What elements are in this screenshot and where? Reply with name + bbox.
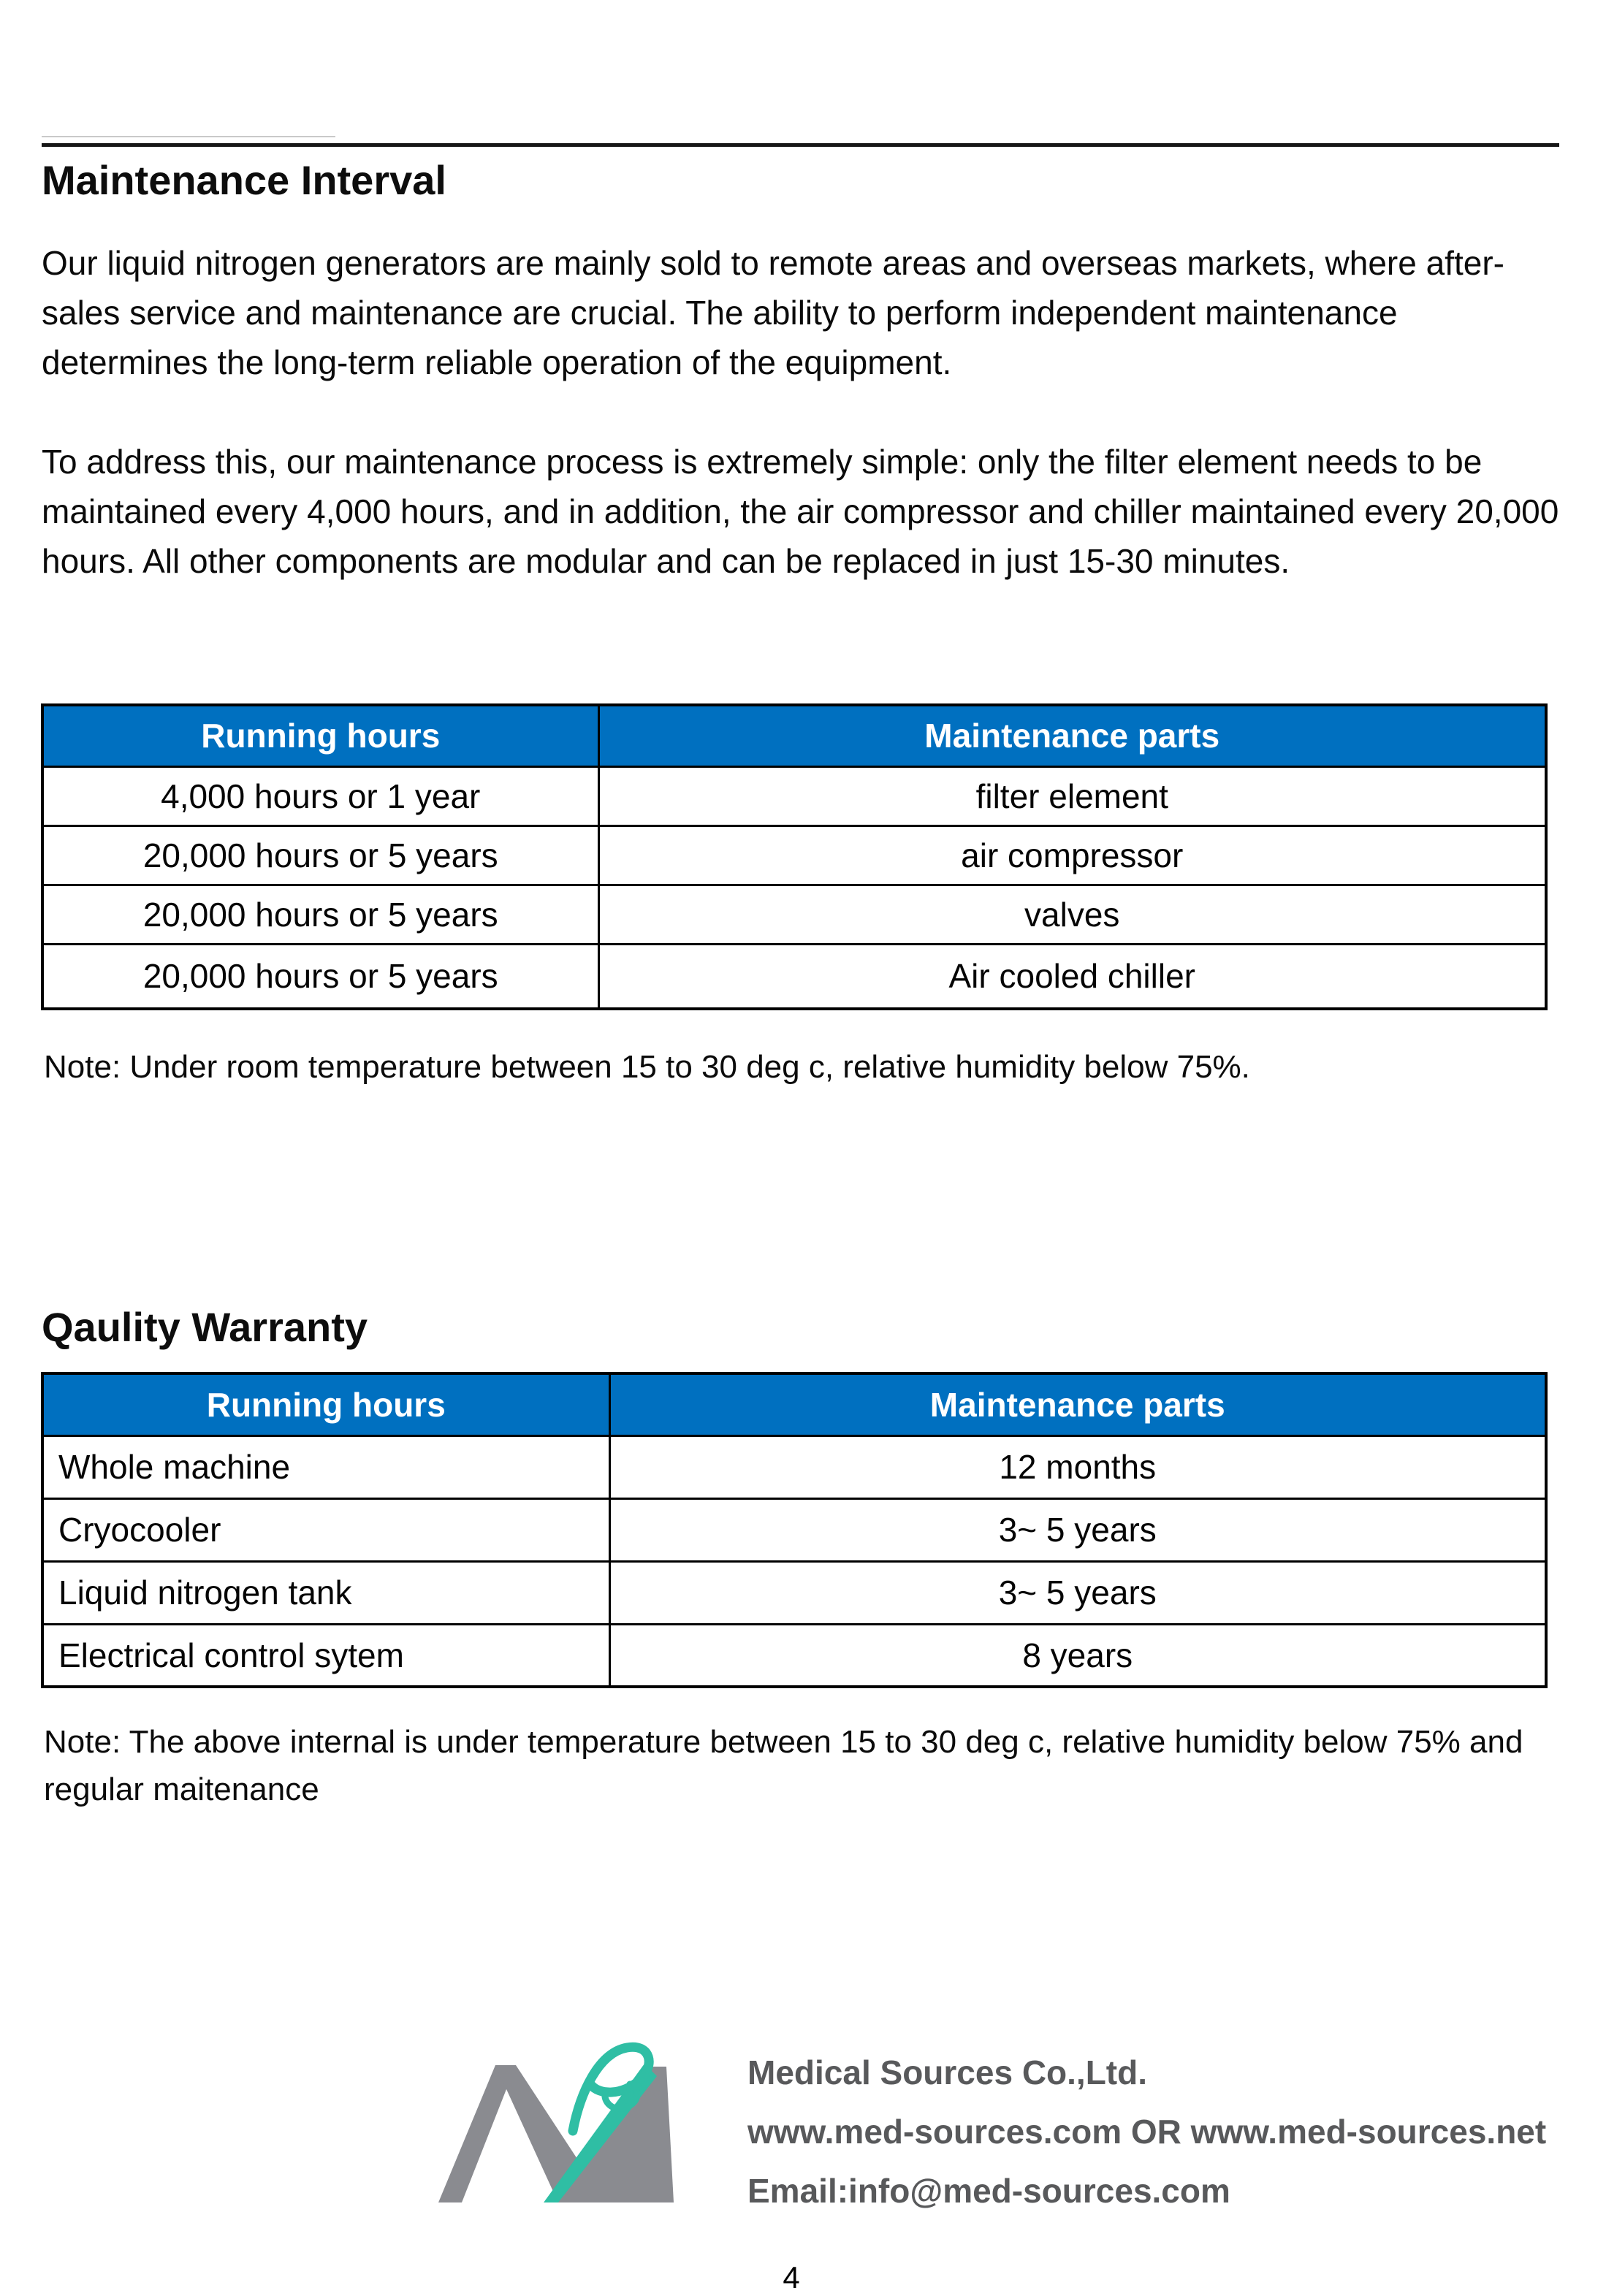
column-header-running-hours: Running hours	[42, 705, 598, 766]
table-row	[42, 825, 1546, 885]
table-row	[42, 1435, 1546, 1498]
maintenance-paragraph-1: Our liquid nitrogen generators are mainly sold to remote areas and overseas markets, where after-sales service and maintenance are crucial. The ability to perform independent maintenance determines the long-term reliable operation of the equipment.	[42, 244, 1504, 381]
table-cell: Cryocooler	[42, 1498, 609, 1561]
table-cell: Liquid nitrogen tank	[42, 1561, 609, 1624]
quality-warranty-table	[41, 1372, 1548, 1688]
table-row	[42, 1498, 1546, 1561]
warranty-table-note: Note: The above internal is under temperature between 15 to 30 deg c, relative humidity below 75% and regular maitenance	[44, 1724, 1523, 1807]
table-cell: 3~ 5 years	[609, 1561, 1546, 1624]
maintenance-table-note: Note: Under room temperature between 15 to 30 deg c, relative humidity below 75%.	[44, 1049, 1250, 1085]
table-cell: 8 years	[609, 1624, 1546, 1687]
table-cell: Electrical control sytem	[42, 1624, 609, 1687]
table-cell: 20,000 hours or 5 years	[42, 825, 598, 885]
column-header-maintenance-parts: Maintenance parts	[609, 1373, 1546, 1435]
table-cell: 20,000 hours or 5 years	[42, 944, 598, 1009]
section-title-maintenance-interval: Maintenance Interval	[42, 157, 446, 203]
table-cell: 4,000 hours or 1 year	[42, 766, 598, 825]
footer-email: Email:info@med-sources.com	[747, 2172, 1230, 2210]
table-row	[42, 885, 1546, 944]
table-row	[42, 1561, 1546, 1624]
table-cell: air compressor	[598, 825, 1546, 885]
section-title-quality-warranty: Qaulity Warranty	[42, 1304, 368, 1350]
table-row	[42, 766, 1546, 825]
table-cell: filter element	[598, 766, 1546, 825]
table-cell: 12 months	[609, 1435, 1546, 1498]
table-row	[42, 1624, 1546, 1687]
table-header-row	[42, 705, 1546, 766]
page-number: 4	[783, 2260, 800, 2295]
top-rule	[42, 143, 1559, 147]
table-cell: 3~ 5 years	[609, 1498, 1546, 1561]
column-header-maintenance-parts: Maintenance parts	[598, 705, 1546, 766]
table-cell: 20,000 hours or 5 years	[42, 885, 598, 944]
table-header-row	[42, 1373, 1546, 1435]
table-cell: valves	[598, 885, 1546, 944]
footer-websites: www.med-sources.com OR www.med-sources.net	[747, 2113, 1547, 2151]
company-logo	[434, 2019, 677, 2203]
table-row	[42, 944, 1546, 1009]
maintenance-interval-table	[41, 703, 1548, 1010]
maintenance-paragraph-2: To address this, our maintenance process is extremely simple: only the filter element needs to be maintained every 4,000 hours, and in addition, the air compressor and chiller maintained every 20,000 hours. All other components are modular and can be replaced in just 15-30 minutes.	[42, 443, 1559, 580]
logo-m-left-leg	[438, 2065, 516, 2202]
table-cell: Air cooled chiller	[598, 944, 1546, 1009]
top-rule-accent	[42, 136, 335, 137]
footer-company-name: Medical Sources Co.,Ltd.	[747, 2053, 1147, 2091]
column-header-running-hours: Running hours	[42, 1373, 609, 1435]
table-cell: Whole machine	[42, 1435, 609, 1498]
